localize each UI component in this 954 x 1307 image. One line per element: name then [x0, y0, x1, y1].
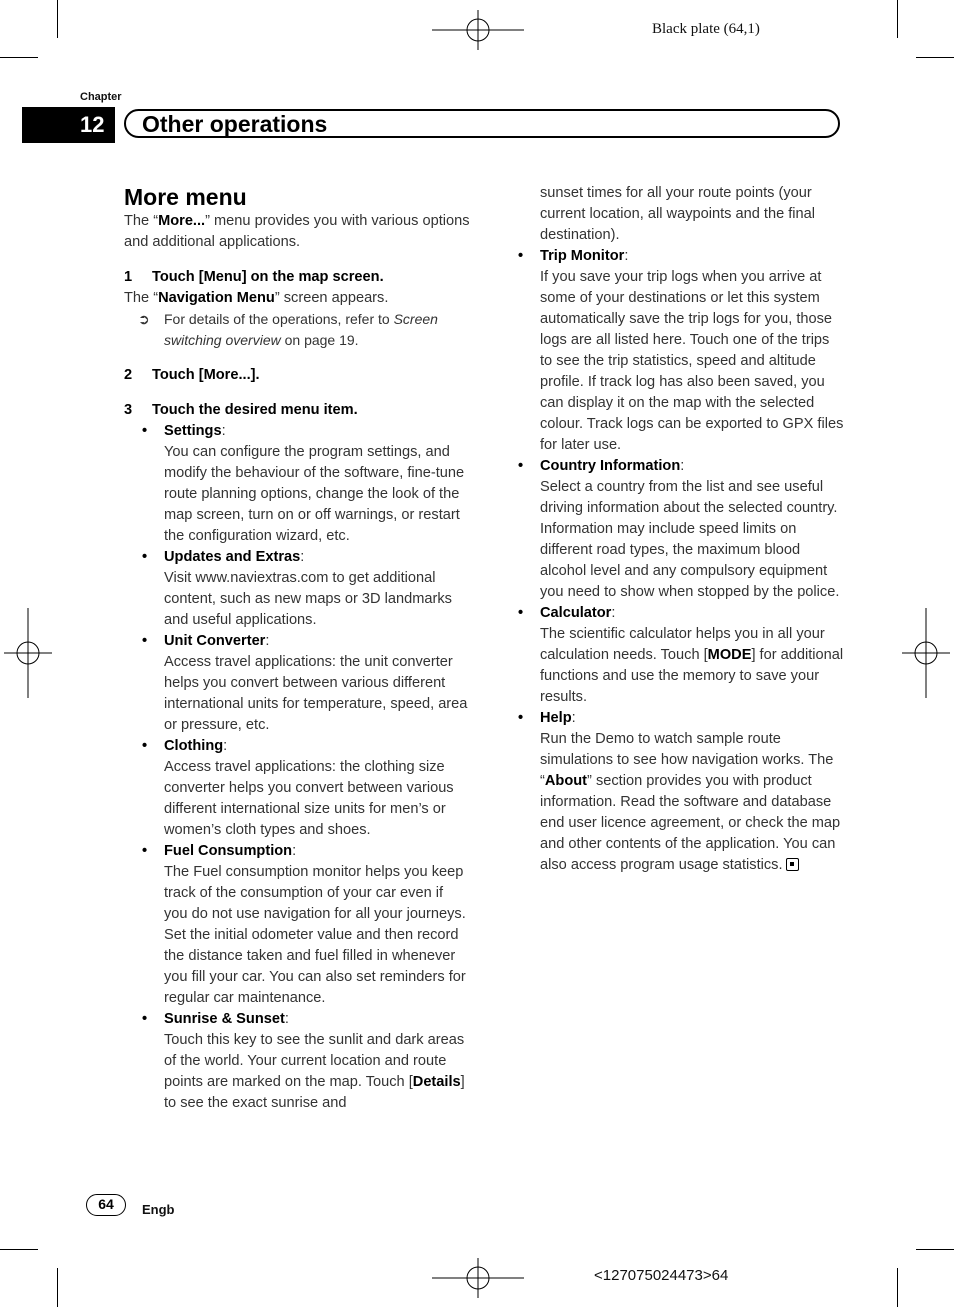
bullet-icon: •	[142, 1011, 148, 1027]
list-item-calculator: • Calculator: The scientific calculator helps you in all your calculation needs. Touch [MODE] for additional functions and use the memory to save your results.	[518, 605, 844, 705]
step-2: 2 Touch [More...].	[124, 367, 260, 383]
crop-mark	[897, 1268, 898, 1307]
document-code: <127075024473>64	[594, 1267, 729, 1284]
chapter-title: Other operations	[142, 111, 328, 137]
page-number: 64	[86, 1194, 126, 1216]
crop-mark	[916, 57, 954, 58]
plate-label: Black plate (64,1)	[652, 21, 760, 37]
crop-mark	[897, 0, 898, 38]
left-column	[124, 183, 470, 1114]
list-item-fuel-consumption: • Fuel Consumption: The Fuel consumption monitor helps you keep track of the consumption of your car even if you do not use navigation for all your journeys. Set the initial odometer value and then record the distance taken and fuel filled in whenever you fill your car. You can also set reminders for regular car maintenance.	[142, 843, 466, 1006]
section-title: More menu	[124, 184, 247, 210]
step-1: 1 Touch [Menu] on the map screen.	[124, 269, 384, 285]
chapter-label: Chapter	[80, 91, 122, 103]
list-item-sunrise-sunset: • Sunrise & Sunset: Touch this key to see the sunlit and dark areas of the world. Your current location and route points are marked on the map. Touch [Details] to see the exact sunrise and	[142, 1011, 465, 1111]
registration-mark-bottom	[432, 1258, 524, 1298]
end-of-section-icon	[786, 858, 799, 871]
list-item-country-information: • Country Information: Select a country from the list and see useful driving information about the selected country. Information may include speed limits on different road types, the maximum blood alcohol level and any compulsory equipment you need to show when stopped by the police.	[518, 458, 840, 600]
bullet-icon: •	[142, 549, 148, 565]
list-item-help: • Help: Run the Demo to watch sample route simulations to see how navigation works. The “About” section provides you with product information. Read the software and database end user licence agreement, or check the map and other contents of the application. You can also access program usage statistics.	[518, 710, 841, 873]
bullet-icon: •	[142, 423, 148, 439]
registration-mark-top	[432, 10, 524, 50]
bullet-icon: •	[142, 843, 148, 859]
bullet-icon: •	[518, 710, 524, 726]
crop-mark	[916, 1249, 954, 1250]
list-item-settings: • Settings: You can configure the program settings, and modify the behaviour of the software, fine-tune route planning options, change the look of the map screen, turn on or off warnings, or restart the configuration wizard, etc.	[142, 423, 465, 544]
list-item-unit-converter: • Unit Converter: Access travel applications: the unit converter helps you convert between various different international units for temperature, speed, area or pressure, etc.	[142, 633, 468, 733]
registration-mark-left	[4, 608, 52, 698]
language-code: Engb	[142, 1202, 175, 1217]
bullet-icon: •	[142, 738, 148, 754]
step-3: 3 Touch the desired menu item.	[124, 402, 358, 418]
registration-mark-right	[902, 608, 950, 698]
bullet-icon: •	[518, 605, 524, 621]
bullet-icon: •	[142, 633, 148, 649]
step-1-note: ➲ For details of the operations, refer to Screen switching overview on page 19.	[138, 311, 438, 348]
list-item-updates: • Updates and Extras: Visit www.naviextras.com to get additional content, such as new maps or 3D landmarks and useful applications.	[142, 549, 452, 628]
sunrise-continued: sunset times for all your route points (your current location, all waypoints and the final destination).	[540, 185, 816, 243]
list-item-trip-monitor: • Trip Monitor: If you save your trip logs when you arrive at some of your destinations or let this system automatically save the trip logs for you, those logs are all listed here. Touch one of the trips to see the trip statistics, speed and altitude profile. If track log has also been saved, you can display it on the map with the selected colour. Track logs can be exported to GPX files for later use.	[518, 248, 844, 453]
bullet-icon: •	[518, 458, 524, 474]
crop-mark	[0, 57, 38, 58]
chapter-number: 12	[22, 107, 115, 143]
bullet-icon: •	[518, 248, 524, 264]
crop-mark	[57, 1268, 58, 1307]
right-column	[518, 183, 844, 876]
step-1-result: The “Navigation Menu” screen appears.	[124, 290, 389, 306]
crop-mark	[57, 0, 58, 38]
list-item-clothing: • Clothing: Access travel applications: the clothing size converter helps you convert between various different international size units for men’s or women’s cloth types and shoes.	[142, 738, 454, 838]
intro-text: The “More...” menu provides you with various options and additional applications.	[124, 213, 470, 250]
crop-mark	[0, 1249, 38, 1250]
arrow-icon: ➲	[138, 311, 150, 327]
